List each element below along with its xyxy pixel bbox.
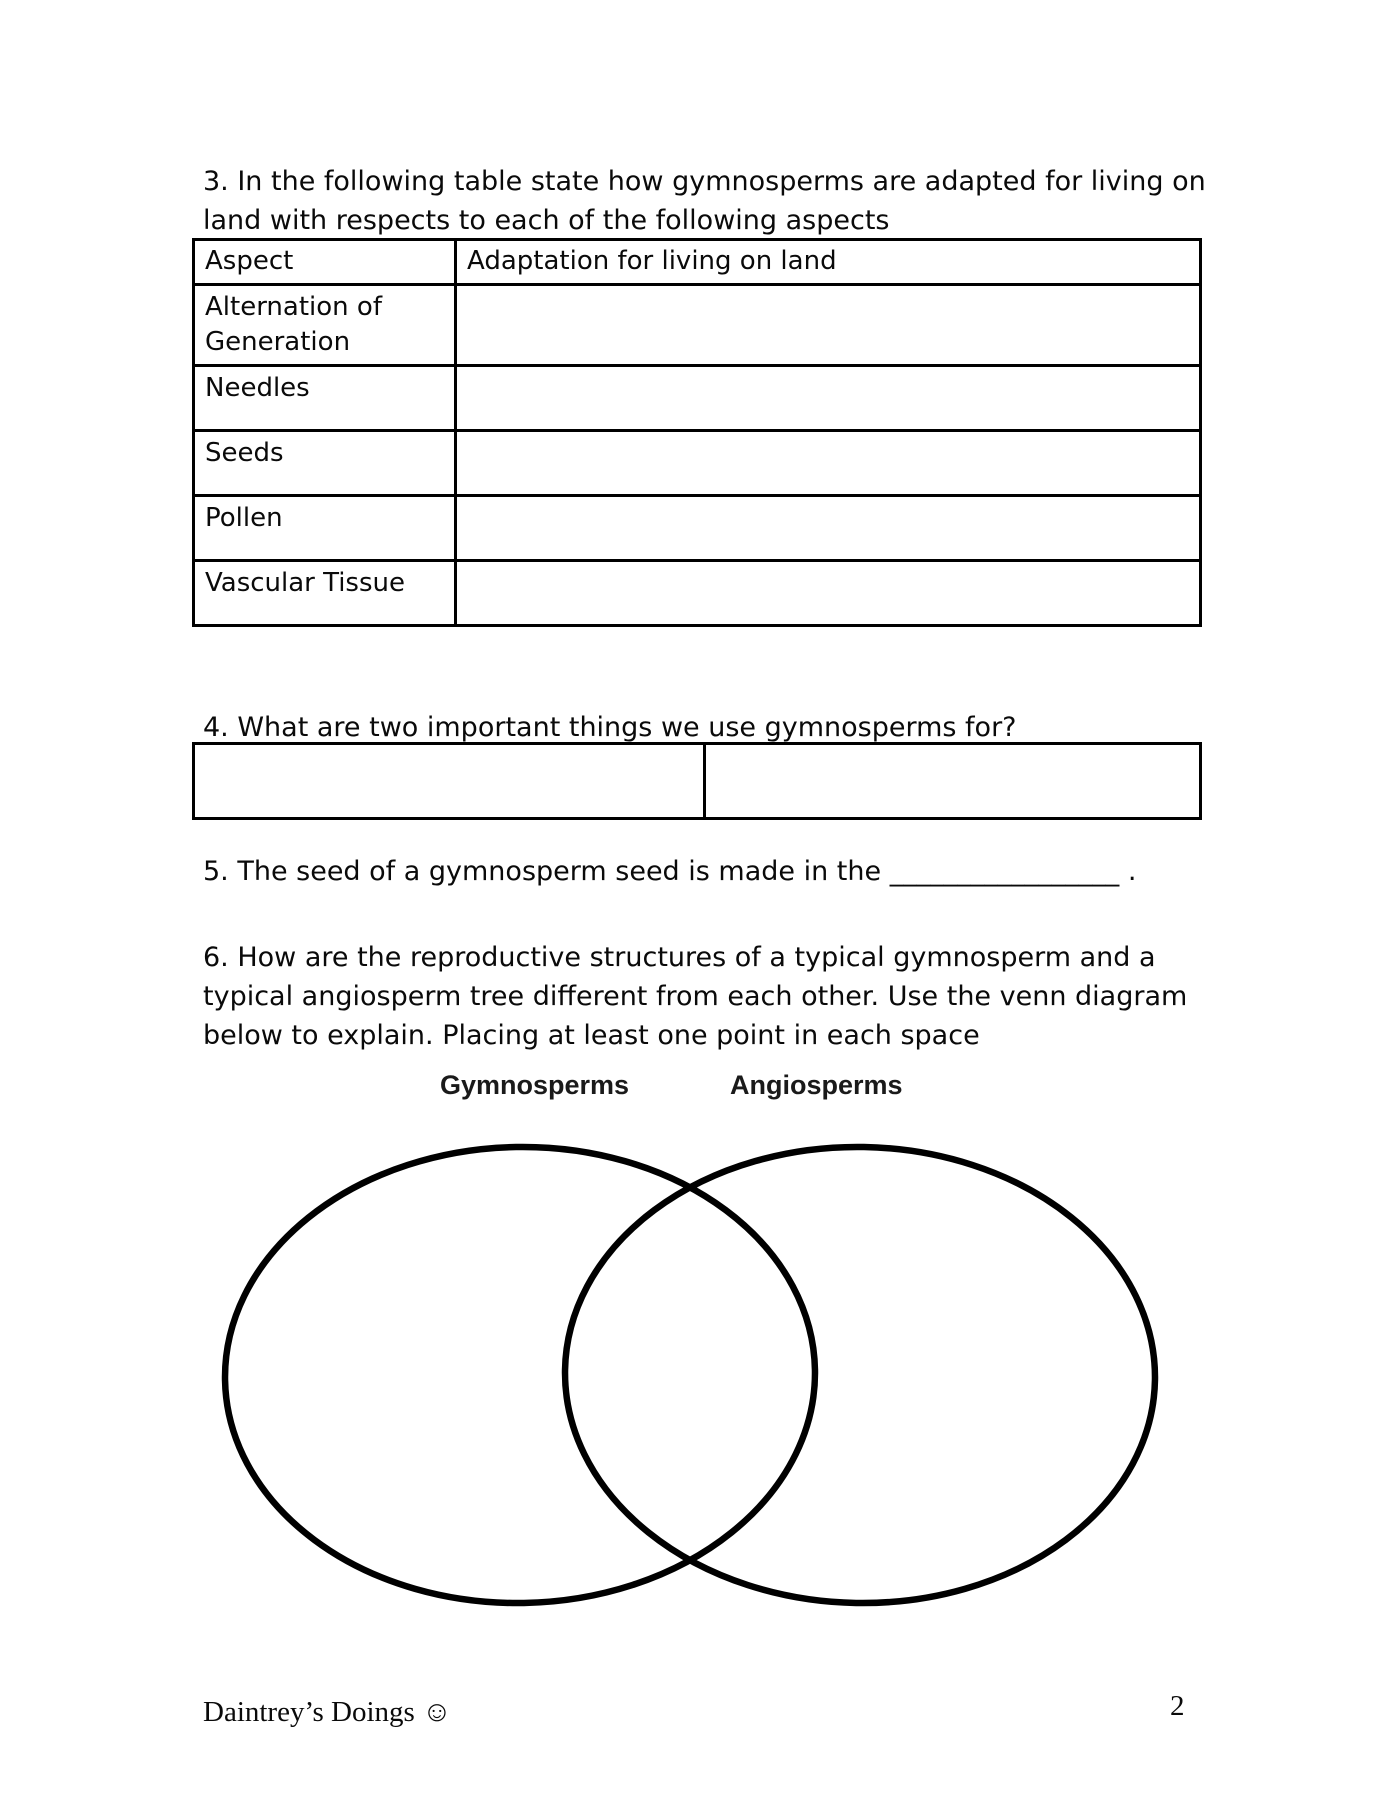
table-row [194, 285, 1201, 366]
fill-in-blank: _________________ [889, 856, 1120, 887]
table-row [194, 561, 1201, 626]
question-6-line-3: below to explain. Placing at least one point in each space [203, 1020, 980, 1051]
footer-credit: Daintrey’s Doings ☺ [203, 1696, 452, 1728]
answer-cell [194, 744, 705, 819]
answer-cell [456, 431, 1201, 496]
question-5-period: . [1127, 856, 1137, 887]
header-aspect: Aspect [194, 240, 456, 285]
header-adaptation: Adaptation for living on land [456, 240, 1201, 285]
question-5 [203, 852, 1136, 891]
answer-cell [456, 561, 1201, 626]
table-row [194, 744, 1201, 819]
question-3 [203, 162, 1206, 240]
answer-cell [456, 496, 1201, 561]
question-5-text: 5. The seed of a gymnosperm seed is made in the [203, 856, 882, 887]
page-number: 2 [1170, 1690, 1185, 1722]
question-4: 4. What are two important things we use gymnosperms for? [203, 712, 1017, 743]
venn-right-circle [561, 1142, 1159, 1608]
aspect-cell: Needles [194, 366, 456, 431]
table-header-row [194, 240, 1201, 285]
question-6-line-2: typical angiosperm tree different from each other. Use the venn diagram [203, 981, 1188, 1012]
question-6 [203, 938, 1187, 1055]
aspect-cell: Pollen [194, 496, 456, 561]
table-row [194, 366, 1201, 431]
answer-cell [456, 366, 1201, 431]
venn-right-label: Angiosperms [730, 1070, 903, 1100]
question-3-line-1: 3. In the following table state how gymnosperms are adapted for living on [203, 166, 1206, 197]
aspect-cell: Seeds [194, 431, 456, 496]
answer-cell [705, 744, 1201, 819]
adaptation-table [192, 238, 1202, 627]
answer-cell [456, 285, 1201, 366]
question-3-line-2: land with respects to each of the following aspects [203, 205, 890, 236]
aspect-cell: Alternation of Generation [194, 285, 456, 366]
table-row [194, 431, 1201, 496]
table-row [194, 496, 1201, 561]
venn-left-circle [221, 1142, 819, 1608]
aspect-cell: Vascular Tissue [194, 561, 456, 626]
question-6-line-1: 6. How are the reproductive structures of a typical gymnosperm and a [203, 942, 1156, 973]
venn-diagram [180, 1090, 1210, 1620]
uses-answer-table [192, 742, 1202, 820]
venn-left-label: Gymnosperms [440, 1070, 630, 1100]
